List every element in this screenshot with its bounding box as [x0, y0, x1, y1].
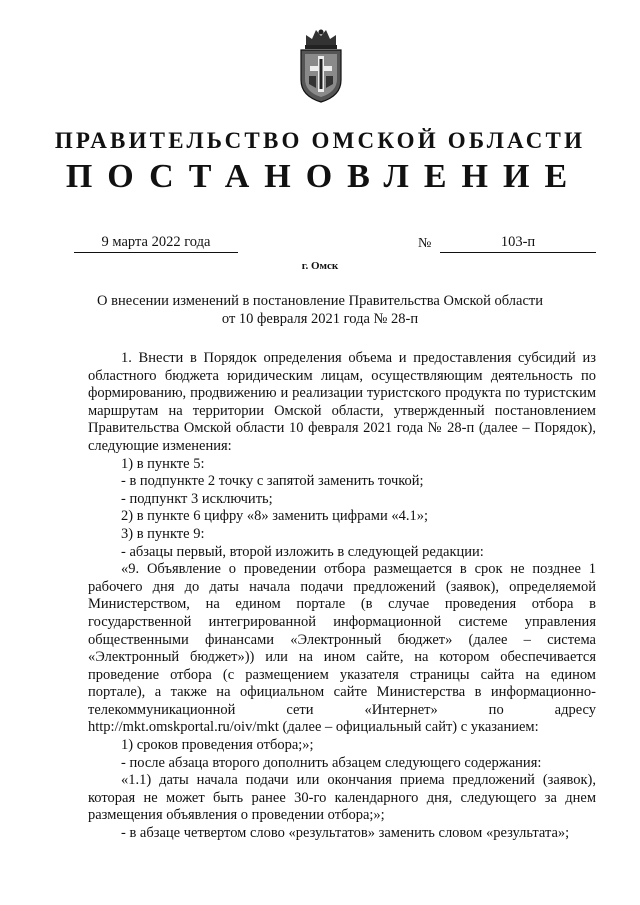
number-sign: № [418, 236, 432, 251]
decree-subject [90, 292, 550, 328]
paragraph: 1) в пункте 5: [121, 455, 205, 472]
paragraph: 3) в пункте 9: [121, 525, 205, 542]
paragraph: - в абзаце четвертом слово «результатов» заменить словом «результата»; [121, 825, 570, 842]
subject-line-1: О внесении изменений в постановление Правительства Омской области [97, 293, 543, 309]
government-title: ПРАВИТЕЛЬСТВО ОМСКОЙ ОБЛАСТИ [54, 128, 586, 153]
paragraph: «1.1) даты начала подачи или окончания приема предложений (заявок), которая не может быть ранее 30-го календарного дня, следующего за днем размещения объявления о проведении отбора;»; [88, 772, 596, 824]
city-label: г. Омск [301, 260, 339, 272]
paragraph: 1) сроков проведения отбора;»; [121, 737, 314, 754]
paragraph: «9. Объявление о проведении отбора размещается в срок не позднее 1 рабочего дня до даты начала подачи предложений (заявок), определяемой Министерством, на едином портале (в случае проведения отбора в государственной интегрированной информационной системе управления общественными финансами «Электронный бюджет» (далее – система «Электронный бюджет»)) или на ином сайте, на котором обеспечивается проведение отбора (с размещением указателя страницы сайта на едином портале), а также на официальном сайте Министерства в информационно-телекоммуникационной сети «Интернет» по адресу http://mkt.omskportal.ru/oiv/mkt (далее – официальный сайт) с указанием: [88, 561, 596, 736]
paragraph: - подпункт 3 исключить; [121, 490, 273, 507]
paragraph: - в подпункте 2 точку с запятой заменить точкой; [121, 473, 424, 490]
decree-number: 103-п [440, 234, 596, 253]
document-type-title: ПОСТАНОВЛЕНИЕ [65, 158, 583, 195]
omsk-coat-of-arms-icon [296, 26, 346, 104]
subject-line-2: от 10 февраля 2021 года № 28-п [221, 311, 419, 327]
paragraph: 2) в пункте 6 цифру «8» заменить цифрами «4.1»; [121, 508, 428, 525]
paragraph: 1. Внести в Порядок определения объема и предоставления субсидий из областного бюджета юридическим лицам, осуществляющим деятельность по формированию, продвижению и реализации туристского продукта по туристским маршрутам на территории Омской области, утвержденный постановлением Правительства Омской области 10 февраля 2021 года № 28-п (далее – Порядок), следующие изменения: [88, 350, 596, 454]
decree-body [88, 350, 596, 843]
paragraph: - после абзаца второго дополнить абзацем следующего содержания: [121, 754, 542, 771]
paragraph: - абзацы первый, второй изложить в следующей редакции: [121, 543, 484, 560]
decree-date: 9 марта 2022 года [74, 234, 238, 253]
